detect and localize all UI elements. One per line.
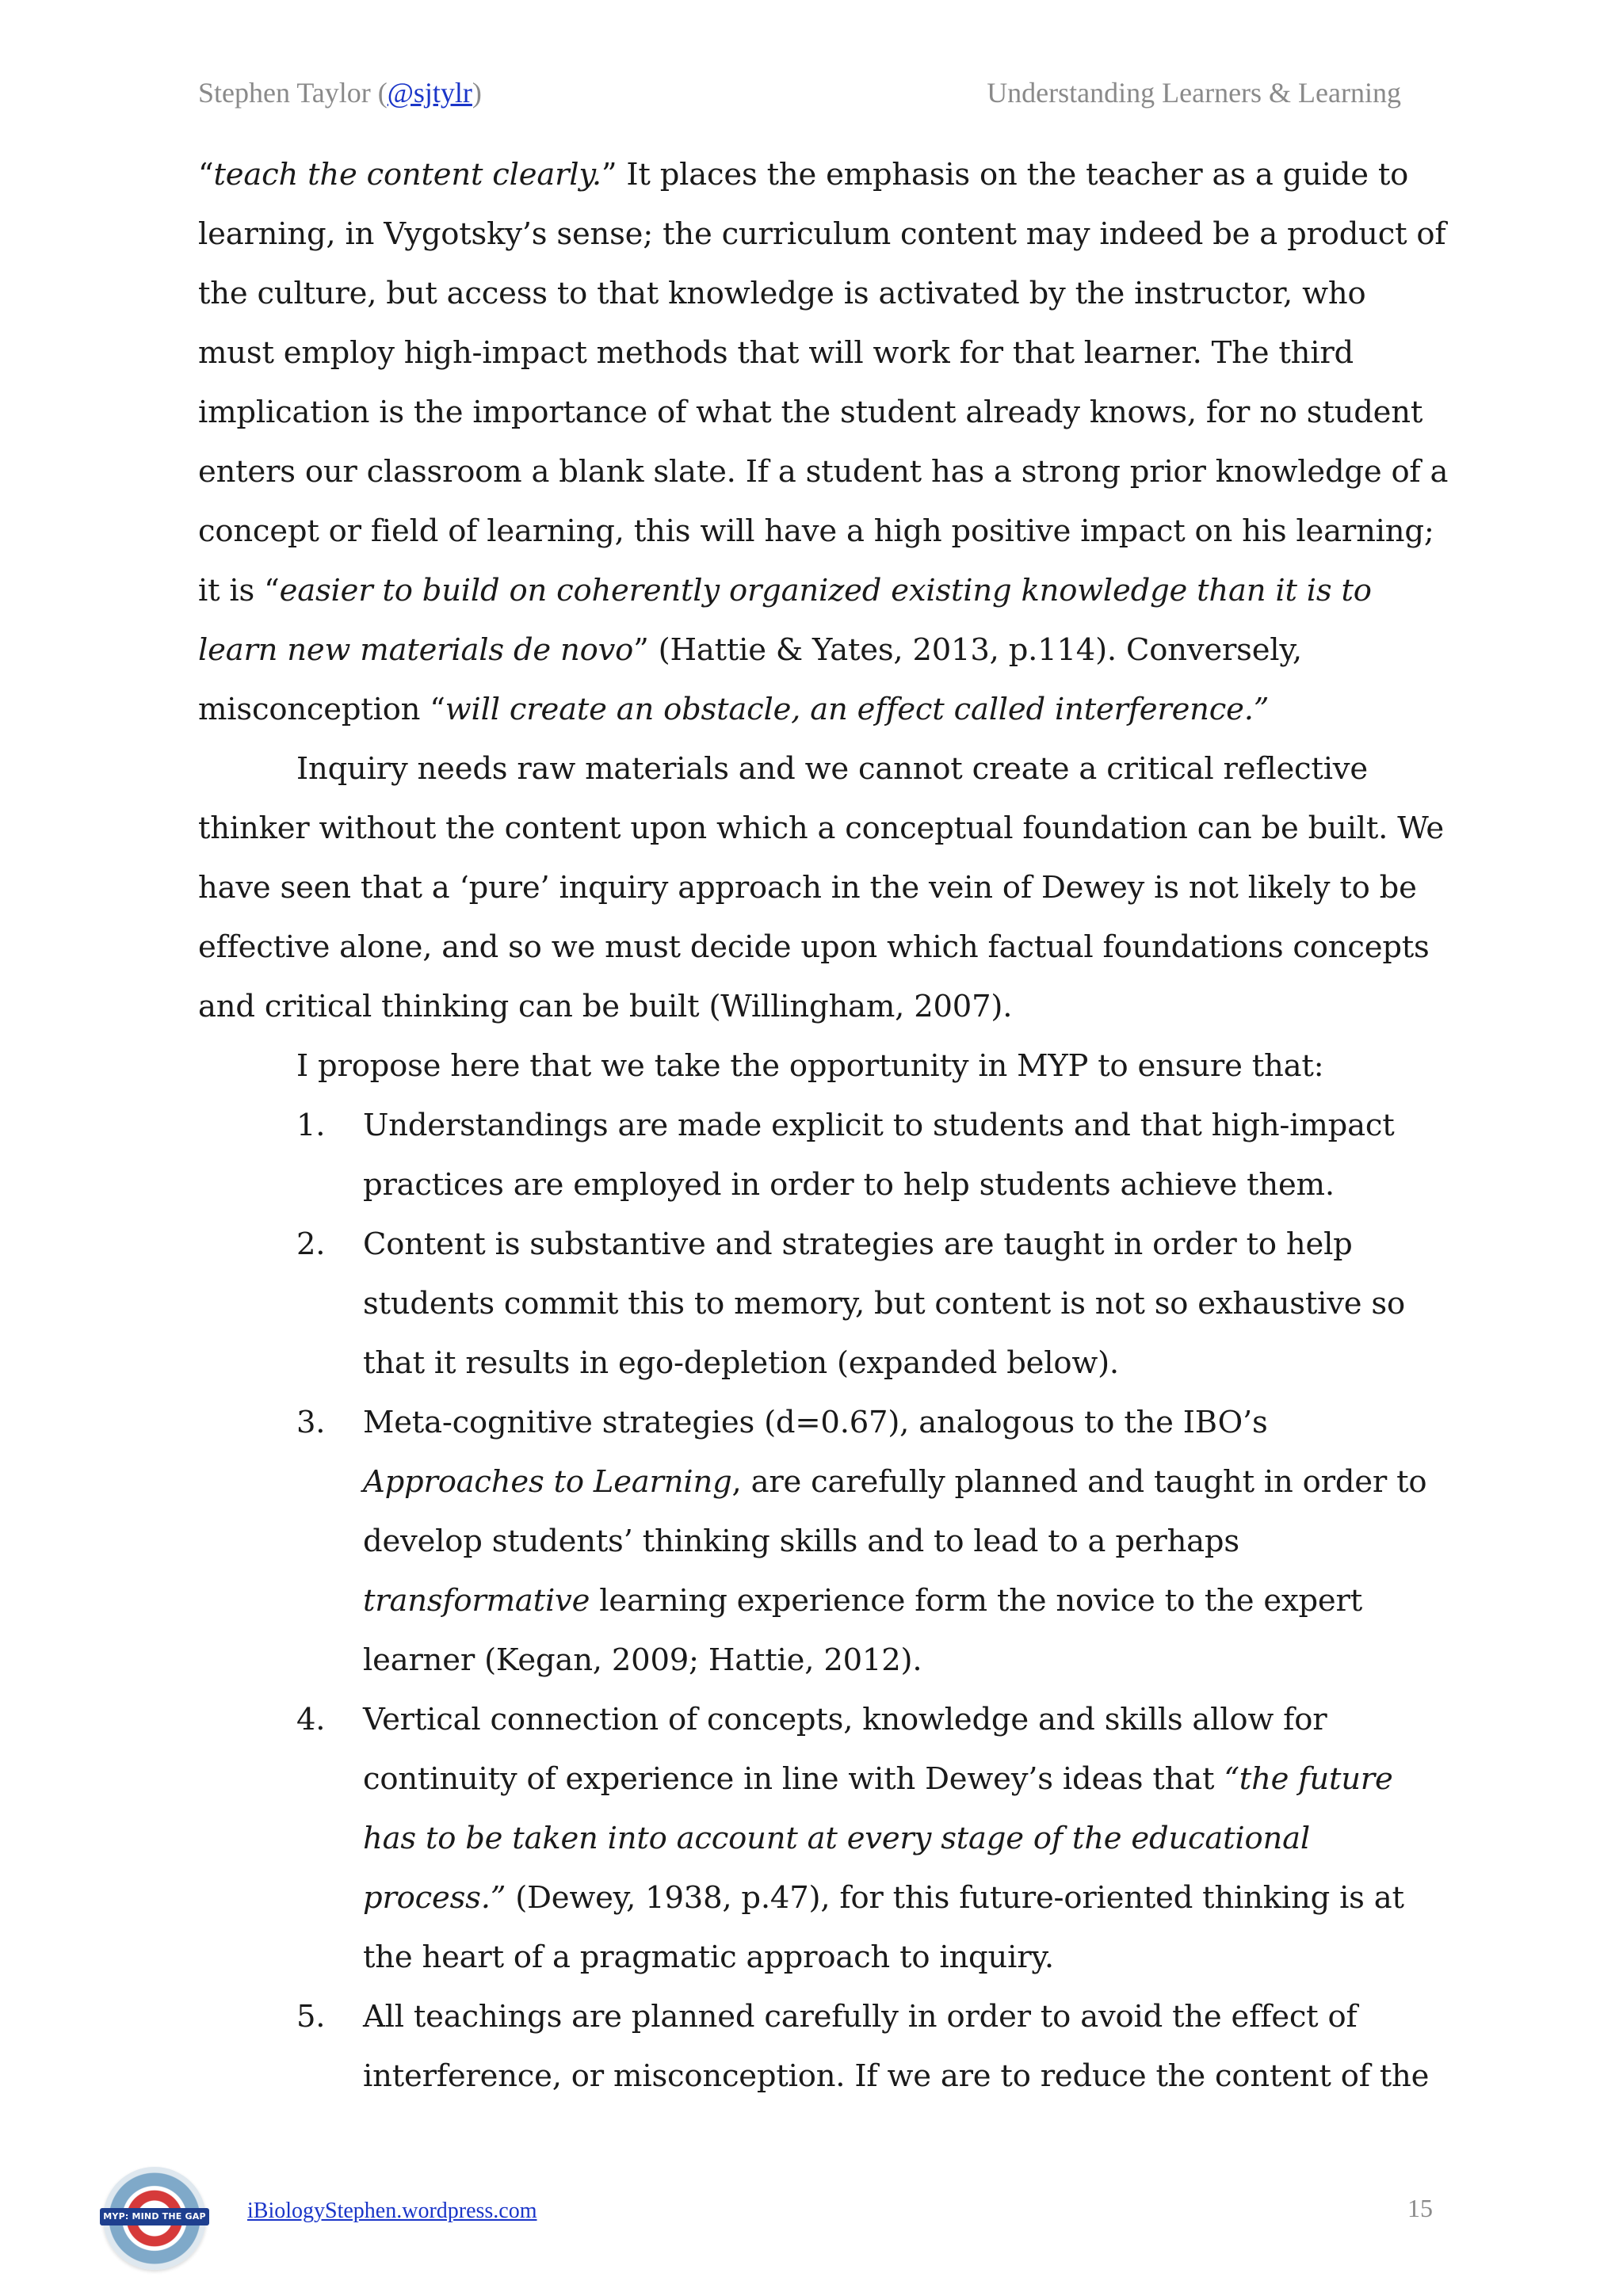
page-footer xyxy=(95,2167,1433,2278)
proposal-list xyxy=(198,1096,1450,2106)
paragraph-1: “teach the content clearly.” It places the emphasis on the teacher as a guide to learning, in Vygotsky’s sense; the curriculum content may indeed be a product of the culture, but access to that knowledge is activated by the instructor, who must employ high-impact methods that will work for that learner. The third implication is the importance of what the student already knows, for no student enters our classroom a blank slate. If a student has a strong prior knowledge of a concept or field of learning, this will have a high positive impact on his learning; it is “easier to build on coherently organized existing knowledge than it is to learn new materials de novo” (Hattie & Yates, 2013, p.114). Conversely, misconception “will create an obstacle, an effect called interference.” xyxy=(198,157,1449,727)
list-number: 2. xyxy=(296,1226,326,1262)
list-number: 4. xyxy=(296,1702,326,1737)
paragraph-2: Inquiry needs raw materials and we cannot create a critical reflective thinker without the content upon which a conceptual foundation can be built. We have seen that a ‘pure’ inquiry approach in the vein of Dewey is not likely to be effective alone, and so we must decide upon which factual foundations concepts and critical thinking can be built (Willingham, 2007). xyxy=(198,751,1445,1024)
list-item: 2. Content is substantive and strategies are taught in order to help students commit this to memory, but content is not so exhaustive so that it results in ego-depletion (expanded below). xyxy=(198,1215,1450,1393)
logo-label: MYP: MIND THE GAP xyxy=(100,2208,209,2225)
page-header xyxy=(198,76,1401,116)
list-number: 1. xyxy=(296,1108,326,1143)
list-item: 5. All teachings are planned carefully in order to avoid the effect of interference, or misconception. If we are to reduce the content of the xyxy=(198,1987,1450,2106)
blog-link[interactable]: iBiologyStephen.wordpress.com xyxy=(247,2199,537,2223)
author-twitter-link[interactable]: @sjtylr xyxy=(387,77,472,109)
header-author: Stephen Taylor (@sjtylr) xyxy=(198,77,482,109)
header-doc-title: Understanding Learners & Learning xyxy=(987,77,1401,109)
list-item: 4. Vertical connection of concepts, knowledge and skills allow for continuity of experience in line with Dewey’s ideas that “the future has to be taken into account at every stage of the educational process.” (Dewey, 1938, p.47), for this future-oriented thinking is at the heart of a pragmatic approach to inquiry. xyxy=(198,1690,1450,1987)
lifebuoy-logo-icon xyxy=(103,2167,206,2270)
paragraph-3: I propose here that we take the opportunity in MYP to ensure that: xyxy=(296,1048,1324,1084)
list-item: 1. Understandings are made explicit to students and that high-impact practices are employed in order to help students achieve them. xyxy=(198,1096,1450,1215)
list-number: 5. xyxy=(296,1999,326,2035)
list-item: 3. Meta-cognitive strategies (d=0.67), analogous to the IBO’s Approaches to Learning, are carefully planned and taught in order to develop students’ thinking skills and to lead to a perhaps transformative learning experience form the novice to the expert learner (Kegan, 2009; Hattie, 2012). xyxy=(198,1393,1450,1690)
document-body xyxy=(198,145,1450,2106)
page-number: 15 xyxy=(1407,2194,1433,2222)
list-number: 3. xyxy=(296,1405,326,1440)
